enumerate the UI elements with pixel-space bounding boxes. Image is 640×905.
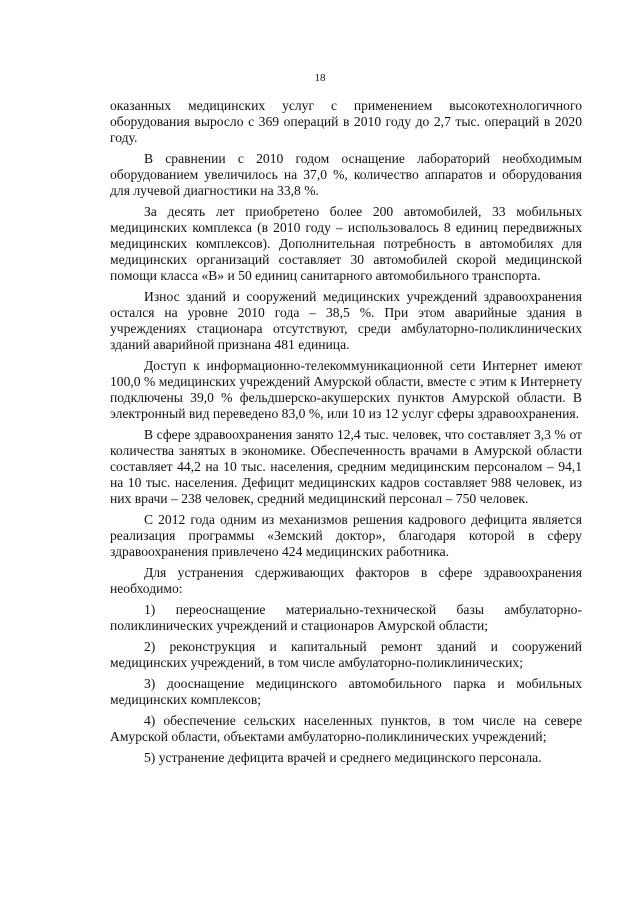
list-item-3: 3) дооснащение медицинского автомобильного парка и мобильных медицинских комплексов; — [110, 676, 582, 707]
list-item-1: 1) переоснащение материально-технической базы амбулаторно-поликлинических учреждений и стационаров Амурской области; — [110, 602, 582, 633]
paragraph-vehicles: За десять лет приобретено более 200 автомобилей, 33 мобильных медицинских комплекса (в 2010 году – использовалось 8 единиц передвижных медицинских комплексов). Дополнительная потребность в автомобилях для медицинских организаций составляет 30 автомобилей скорой медицинской помощи класса «В» и 50 единиц санитарного автомобильного транспорта. — [110, 204, 582, 283]
paragraph-zemsky-doctor: С 2012 года одним из механизмов решения кадрового дефицита является реализация программы «Земский доктор», благодаря которой в сферу здравоохранения привлечено 424 медицинских работника. — [110, 512, 582, 559]
paragraph-lab-equipment: В сравнении с 2010 годом оснащение лабораторий необходимым оборудованием увеличилось на 37,0 %, количество аппаратов и оборудования для лучевой диагностики на 33,8 %. — [110, 151, 582, 198]
list-item-2: 2) реконструкция и капитальный ремонт зданий и сооружений медицинских учреждений, в том числе амбулаторно-поликлинических; — [110, 639, 582, 670]
paragraph-list-intro: Для устранения сдерживающих факторов в сфере здравоохранения необходимо: — [110, 565, 582, 596]
paragraph-continuation: оказанных медицинских услуг с применением высокотехнологичного оборудования выросло с 369 операций в 2010 году до 2,7 тыс. операций в 2020 году. — [110, 98, 582, 145]
paragraph-staffing: В сфере здравоохранения занято 12,4 тыс. человек, что составляет 3,3 % от количества занятых в экономике. Обеспеченность врачами в Амурской области составляет 44,2 на 10 тыс. населения, средним медицинским персоналом – 94,1 на 10 тыс. населения. Дефицит медицинских кадров составляет 988 человек, из них врачи – 238 человек, средний медицинский персонал – 750 человек. — [110, 427, 582, 506]
paragraph-building-wear: Износ зданий и сооружений медицинских учреждений здравоохранения остался на уровне 2010 года – 38,5 %. При этом аварийные здания в учреждениях стационара отсутствуют, среди амбулаторно-поликлинических зданий аварийной признана 481 единица. — [110, 289, 582, 352]
page-number: 18 — [314, 72, 326, 84]
list-item-5: 5) устранение дефицита врачей и среднего медицинского персонала. — [144, 750, 542, 765]
list-item-4: 4) обеспечение сельских населенных пунктов, в том числе на севере Амурской области, объектами амбулаторно-поликлинических учреждений; — [110, 713, 582, 744]
paragraph-internet-access: Доступ к информационно-телекоммуникационной сети Интернет имеют 100,0 % медицинских учреждений Амурской области, вместе с этим к Интернету подключены 39,0 % фельдшерско-акушерских пунктов Амурской области. В электронный вид переведено 83,0 %, или 10 из 12 услуг сферы здравоохранения. — [110, 358, 582, 421]
document-body — [110, 98, 582, 771]
